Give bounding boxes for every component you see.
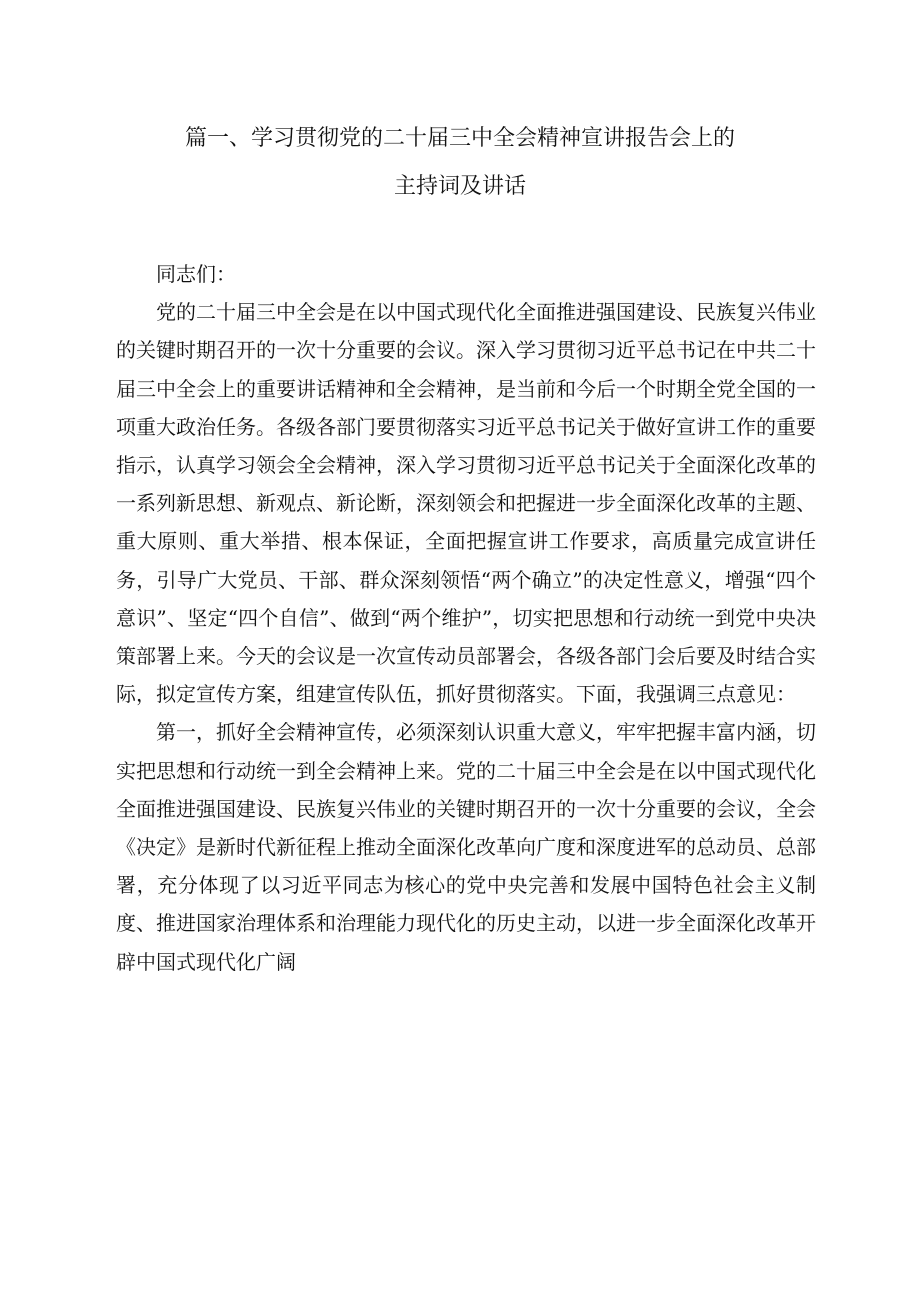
- document-title-line-1: 篇一、学习贯彻党的二十届三中全会精神宣讲报告会上的: [184, 126, 735, 151]
- document-title-line-2: 主持词及讲话: [393, 174, 526, 199]
- paragraph-1: 党的二十届三中全会是在以中国式现代化全面推进强国建设、民族复兴伟业的关键时期召开的一次十分重要的会议。深入学习贯彻习近平总书记在中共二十届三中全会上的重要讲话精神和全会精神，是当前和今后一个时期全党全国的一项重大政治任务。各级各部门要贯彻落实习近平总书记关于做好宣讲工作的重要指示，认真学习领会全会精神，深入学习贯彻习近平总书记关于全面深化改革的一系列新思想、新观点、新论断，深刻领会和把握进一步全面深化改革的主题、重大原则、重大举措、根本保证，全面把握宣讲工作要求，高质量完成宣讲任务，引导广大党员、干部、群众深刻领悟“两个确立”的决定性意义，增强“四个意识”、坚定“四个自信”、做到“两个维护”，切实把思想和行动统一到党中央决策部署上来。今天的会议是一次宣传动员部署会，各级各部门会后要及时结合实际，拟定宣传方案，组建宣传队伍，抓好贯彻落实。下面，我强调三点意见：: [116, 300, 816, 707]
- salutation: 同志们：: [156, 262, 236, 286]
- document-body: [116, 255, 816, 981]
- paragraph-2: 第一，抓好全会精神宣传，必须深刻认识重大意义，牢牢把握丰富内涵，切实把思想和行动统一到全会精神上来。党的二十届三中全会是在以中国式现代化全面推进强国建设、民族复兴伟业的关键时期召开的一次十分重要的会议，全会《决定》是新时代新征程上推动全面深化改革向广度和深度进军的总动员、总部署，充分体现了以习近平同志为核心的党中央完善和发展中国特色社会主义制度、推进国家治理体系和治理能力现代化的历史主动，以进一步全面深化改革开辟中国式现代化广阔: [116, 720, 816, 974]
